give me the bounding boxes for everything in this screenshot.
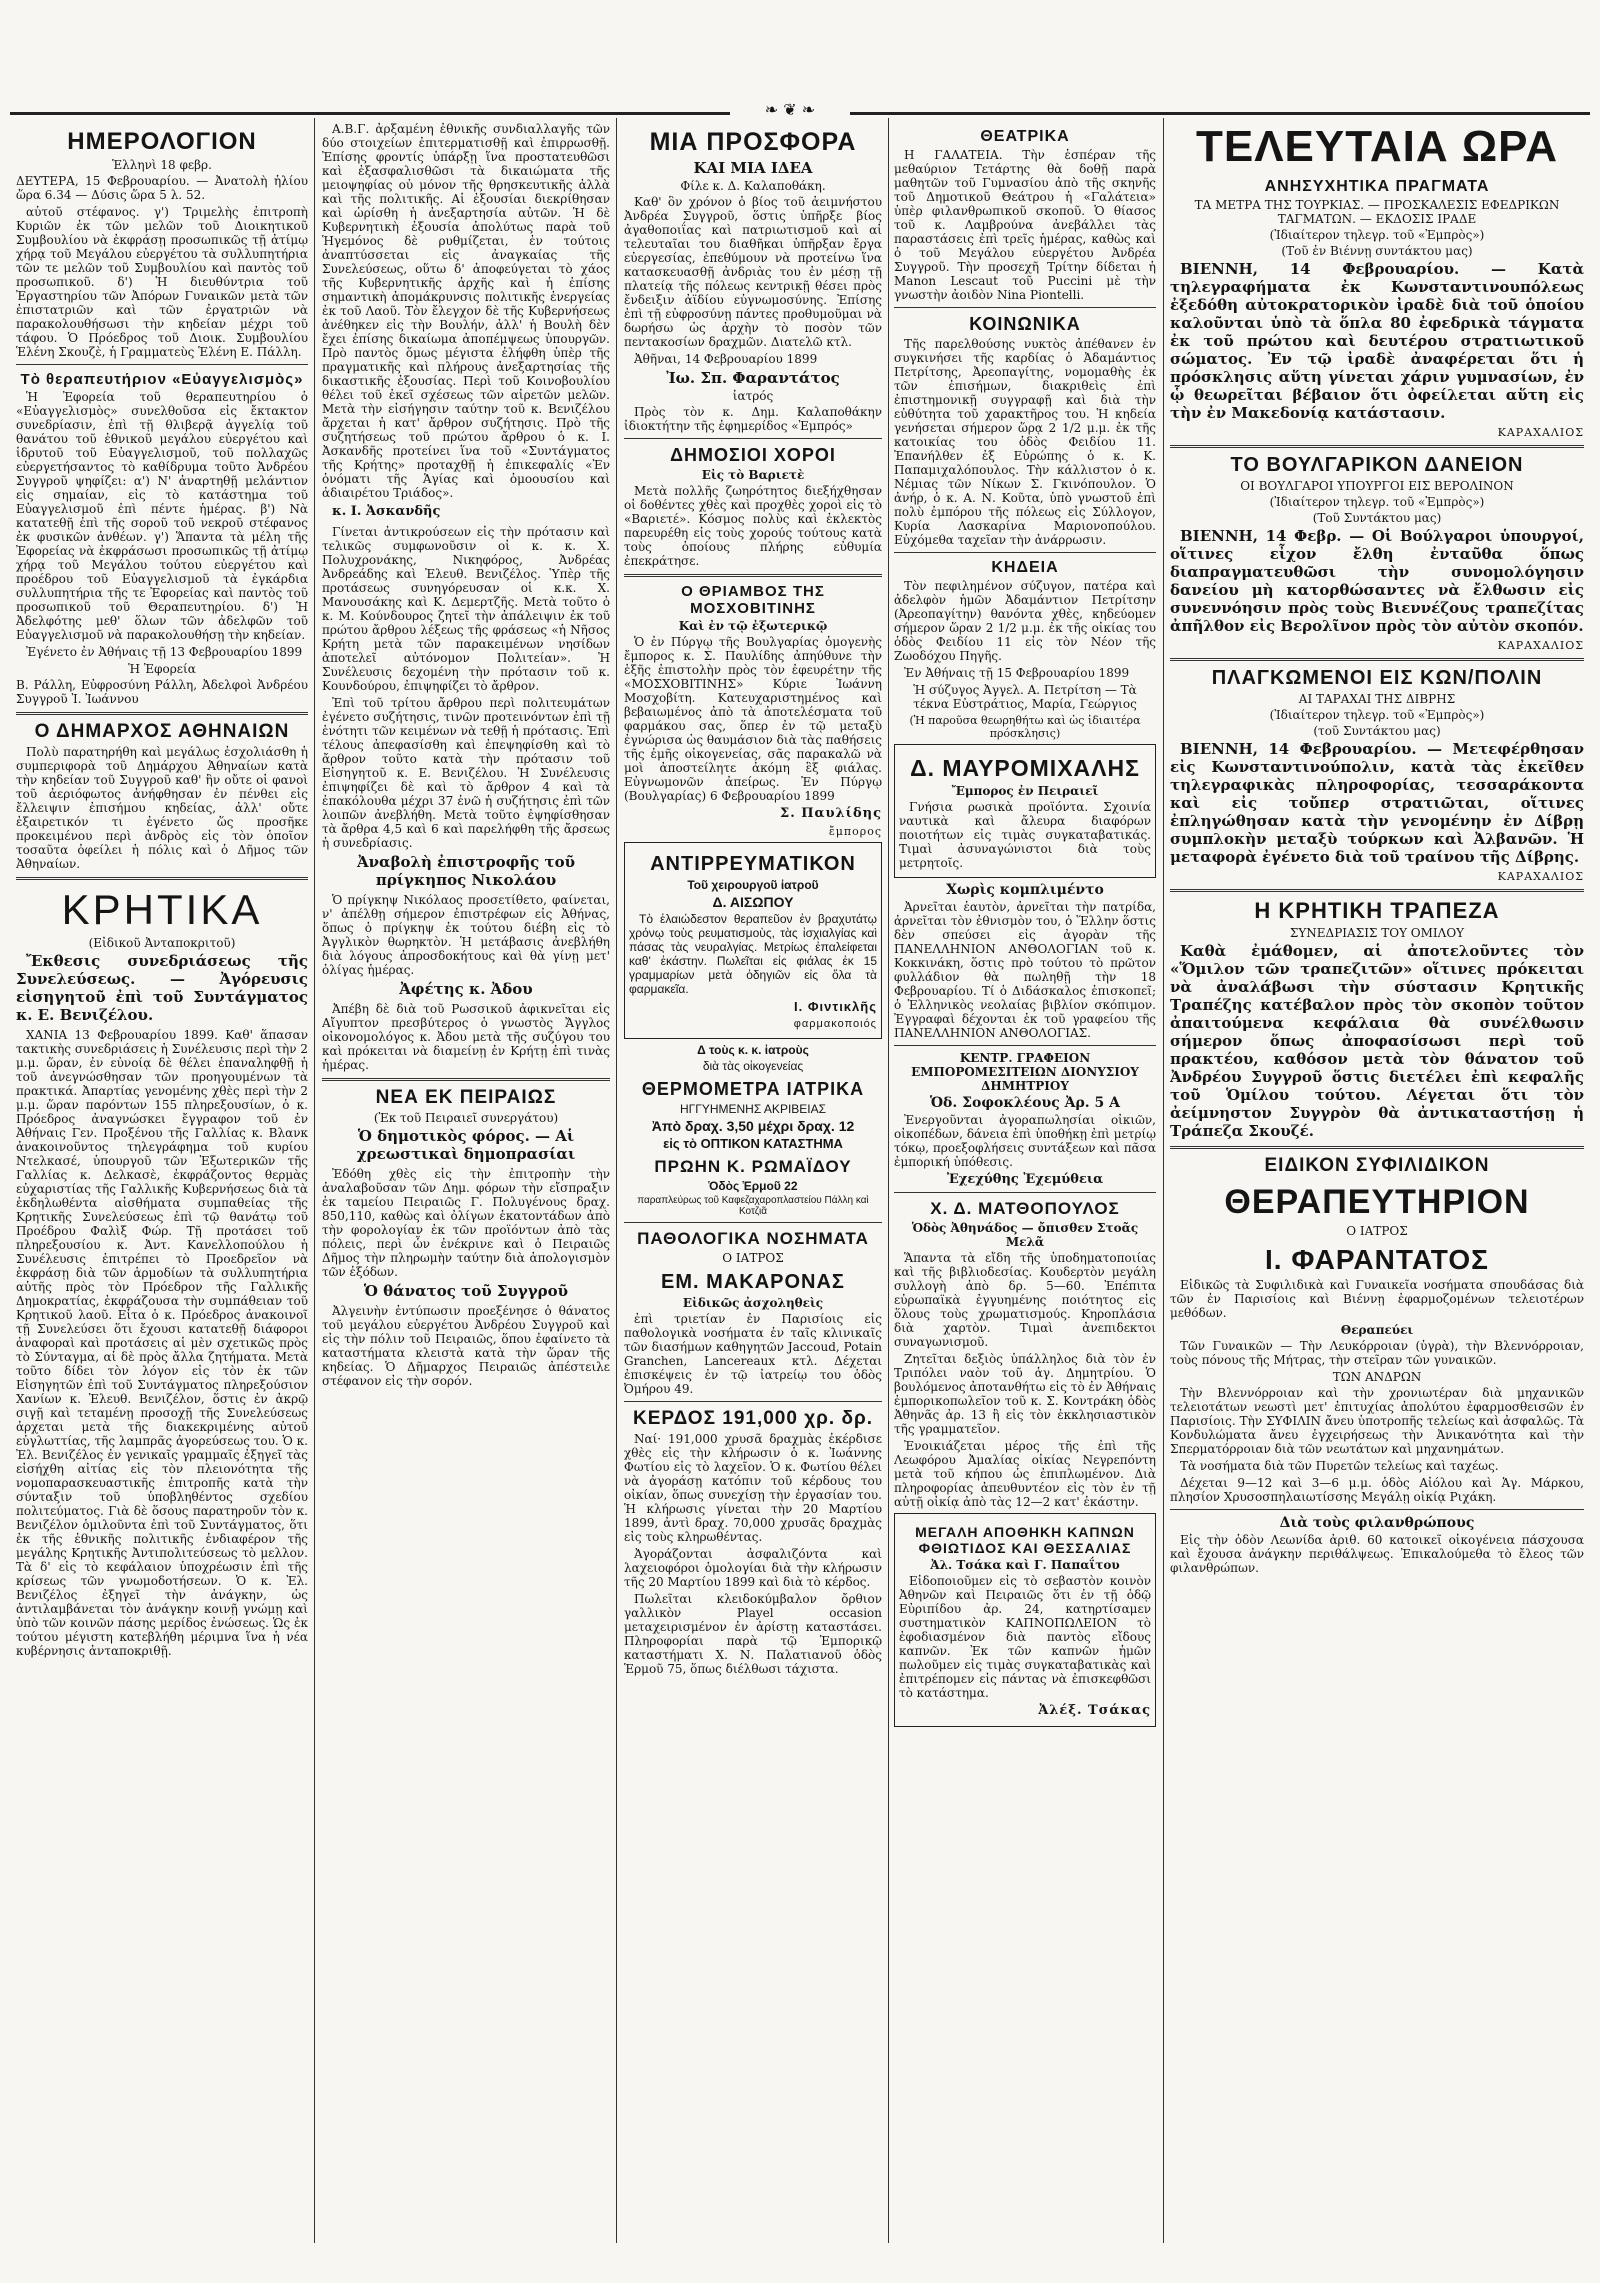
ad-title: ΜΕΓΑΛΗ ΑΠΟΘΗΚΗ ΚΑΠΝΩΝ ΦΘΙΩΤΙΔΟΣ ΚΑΙ ΘΕΣΣΑΛΙΑΣ: [915, 1524, 1135, 1556]
ad-line: Δ τοὺς κ. κ. ἰατροὺς: [697, 1043, 809, 1057]
ad-text: Τὸ ἐλαιώδεστον θεραπεῦον ἐν βραχυτάτῳ χρόνῳ τοὺς ρευματισμοὺς, τὰς ἰσχιαλγίας καὶ πάσας τὰς νευραλγίας. Μετρίως ἐπαλείφεται καθ' ἑκάστην. Πωλεῖται εἰς φιάλας ἐκ 15 γραμμαρίων μετὰ ὁδηγιῶν εἰς ὅλα τὰ φαρμακεῖα.: [629, 912, 877, 996]
ad-subtitle: ΤΩΝ ΑΝΔΡΩΝ: [1332, 1370, 1422, 1384]
ad-title: Χωρὶς κομπλιμέντο: [946, 882, 1104, 898]
article-source: (Ἰδιαίτερον τηλεγρ. τοῦ «Ἐμπρὸς»): [1269, 495, 1485, 509]
ad-text: Ὁ ἐν Πύργῳ τῆς Βουλγαρίας ὁμογενὴς ἔμπορος κ. Σ. Παυλίδης ἀπηύθυνε τὴν ἑξῆς ἐπιστολὴν πρὸς τὸν ἐφευρέτην τῆς «ΜΟΣΧΟΒΙΤΙΝΗΣ» Κύριε Ἰωάννη Μοσχοβίτη. Κατευχαριστημένος καὶ βεβαιωμένος ἀπὸ τὰ ἀποτελέσματα τοῦ φαρμάκου σας, ὅπερ ἐν τῷ μεταξὺ ἐγνώρισα ὡς θαυμάσιον διὰ τὰς παθήσεις τῆς ἐμῆς οἰκογενείας, σᾶς παρακαλῶ νὰ μοὶ ἀποστείλητε ἀκόμη ἓξ φιάλας. Εὐγνωμονῶν ἀπείρως. Ἐν Πύργῳ (Βουλγαρίας) 6 Φεβρουαρίου 1899: [624, 635, 882, 803]
article-title: ΤΟ ΒΟΥΛΓΑΡΙΚΟΝ ΔΑΝΕΙΟΝ: [1230, 454, 1524, 476]
article-title: Ὁ θάνατος τοῦ Συγγροῦ: [363, 1282, 569, 1300]
ad-subtitle: Εἰδικῶς ἀσχοληθεὶς: [682, 1296, 824, 1310]
article-source: (Τοῦ Συντάκτου μας): [1312, 511, 1442, 525]
article-text: ΧΑΝΙΑ 13 Φεβρουαρίου 1899. Καθ' ἅπασαν τακτικὴς συνεδριάσεις ἡ Συνέλευσις περὶ τὴν 2 μ.μ. ὥραν, ἐν εὐνοίᾳ δὲ θέλει ἐπαναληφθῇ ἡ τοῦ ἀνεγνώσθησαν τῶν προηγουμένων τὰ πρακτικά. Ἀπαρτίας γενομένης χθὲς περὶ τὴν 2 μ.μ. ὥραν παρόντων 155 πληρεξουσίων, ὁ κ. Πρόεδρος ἀναγνώσκει ἔγγραφον τοῦ ἐν Ἀθήναις Γεν. Προξένου τῆς Γαλλίας κ. Βλανκ ἀνακοινοῦντος τηλεγράφημα τοῦ κυρίου Ντελκασέ, ὑπουργοῦ τῶν Ἐξωτερικῶν τῆς Γαλλίας κ. Δελκασὲ, ἐκφράζοντος θερμὰς εὐχαριστίας τῆς Γαλλικῆς Κυβερνήσεως διὰ τὰ ἐκδηλωθέντα αἰσθήματα συμπαθείας τῆς Κρητικῆς Συνελεύσεως ἐπὶ τῷ θανάτῳ τοῦ Προέδρου Φαλὶξ Φώρ. Τῇ προτάσει τοῦ πληρεξουσίου κ. Ἀντ. Κανελλοπούλου ἡ Συνέλευσις ἐπιτρέπει τὸ Προεδρεῖον νὰ ἐκφράσῃ διὰ τῶν ἁρμοδίων τὰ συλλυπητήρια αὐτῆς πρὸς τὸν Πρόεδρον τῆς Γαλλικῆς Δημοκρατίας, ἐκφράζουσα τὴν συμπάθειαν τοῦ Κρητικοῦ λαοῦ. Εἶτα ὁ κ. Πρόεδρος ἀνακοινοῖ τῇ Συνελεύσει ὅτι ἔχουσι κατατεθῇ διάφοροι ἀναφοραὶ καὶ προτάσεις αἱ μὲν σχετικῶς πρὸς τὸ Σύνταγμα, αἱ δὲ πρὸς ἄλλα ζητήματα. Μετὰ τοῦτο δίδει τὸν λόγον εἰς τὸν ἐκ τῶν Εἰσηγητῶν ἐπὶ τοῦ Συντάγματος πληρεξούσιον Χανίων κ. Ἐλευθ. Βενιζέλον, ὅστις ἐν ἀκρῷ σιγῇ καὶ τεταμένῃ προσοχῇ τῆς Συνελεύσεως ἀρχεται μετὰ τῆς διακεκριμένης αὐτοῦ εὐγλωττίας, τῆς λαμπρᾶς ἀγορεύσεως του. Ὁ κ. Ἐλ. Βενιζέλος ἐν γενικαῖς γραμμαῖς ἐξηγεῖ τὰς εἰσήχθη αἰτίας εἰς τὸν πλειονότητα τῆς νομοπαρασκευαστικῆς ἐπιτροπῆς κατὰ τὴν σύνταξιν τοῦ ὑποβληθέντος σχεδίου πολιτεύματος. Γιὰ δὲ ὅσους παρατηροῦν τὸν κ. Βενιζέλον ὁμιλοῦντα ἐπὶ τοῦ Συντάγματος, ὅτι ἐκ τῆς ἐθνικῆς πολιτικῆς ἐνδιαφέρον τῆς μεγάλης Κρητικῆς Ἀντιπολιτεύσεως τὸ μελλον. Τὰ δ' εἰς τὸ κεφάλαιον ὑποχρέωσιν ἐπὶ τῆς κρίσεως τῶν γνωμοδοτήσεων. Ὁ κ. Ἐλ. Βενιζέλος ἐξηγεῖ τὴν ἀνάγκην, ὡς ἀντιλαμβάνεται τὸν ἀνάγκην κοινῇ γνώμῃ καὶ ὑπὸ τῶν κοινῶν πάσης μερίδος ἐνώσεως. Ὡς ἐκ τούτου μέγιστη κατεβλήθη μέριμνα ἵνα ἡ νέα κυβέρνησις ἀνταποκριθῇ.: [16, 1028, 308, 1658]
ad-text: Ναί· 191,000 χρυσᾶ δραχμὰς ἐκέρδισε χθὲς εἰς τὴν κλήρωσιν ὁ κ. Ἰωάννης Φωτίου εἰς τὸ λαχεῖον. Ὁ κ. Φωτίου θέλει νὰ ἀγοράσῃ κατόπιν τοῦ κέρδους του οἰκίαν, ὅπως συνεχίσῃ τὴν ἐργασίαν του. Ἡ κλήρωσις γίνεται τὴν 20 Μαρτίου 1899, ἀντὶ δραχ. 70,000 χρυσᾶς δραχμὰς εἰς τοὺς κληρωθέντας.: [624, 1432, 882, 1544]
ad-role: Ο ΙΑΤΡΟΣ: [1346, 1224, 1408, 1238]
divider: [1170, 445, 1584, 448]
article-text: Ἡ Ἐφορεία τοῦ θεραπευτηρίου ὁ «Εὐαγγελισμὸς» συνελθοῦσα εἰς ἔκτακτον συνεδρίασιν, ἐπὶ τῇ θλιβερᾷ ἀγγελίᾳ τοῦ θανάτου τοῦ ἐθνικοῦ μεγάλου εὐεργέτου καὶ ἱδρυτοῦ τοῦ Εὐαγγελισμοῦ, τοῦ πολλαχῶς εὐεργετήσαντος τὸ καθίδρυμα τοῦτο Ἀνδρέου Συγγροῦ ψηφίζει: α') Ν' ἀναρτηθῇ μελάντιον εἰς σημαίαν, εἰς τὸ κατάστημα τοῦ Εὐαγγελισμοῦ ἐπὶ πέντε ἡμέρας. β') Νὰ κατατεθῇ ἐπὶ τῆς σοροῦ τοῦ νεκροῦ στέφανος ἐκ φυσικῶν ἀνθέων. γ') Ἅπαντα τὰ μέλη τῆς Ἐφορείας νὰ ἐκφράσωσι προσωπικῶς τῇ ἀτίμῳ χήρᾳ τοῦ Μεγάλου τούτου εὐεργέτου καὶ προέδρου τοῦ Εὐαγγελισμοῦ τὰ ἐγκάρδια συλλυπητήρια τῆς τε Ἐφορείας καὶ παντὸς τοῦ προσωπικοῦ τοῦ Θεραπευτηρίου. δ') Ἡ Ἀδελφότης μεθ' ὅλων τῶν ἀδελφῶν τοῦ Εὐαγγελισμοῦ νὰ παρακολουθήσῃ τὴν κηδείαν.: [16, 390, 308, 642]
ad-antirreumatikon: [624, 842, 882, 1039]
ad-title: ΠΑΘΟΛΟΓΙΚΑ ΝΟΣΗΜΑΤΑ: [637, 1229, 869, 1248]
article-text: Ἀπέβη δὲ διὰ τοῦ Ρωσσικοῦ ἀφικνεῖται εἰς Αἴγυπτον πρεσβύτερος ὁ γνωστὸς Ἄγγλος οἰκονομολόγος κ. Ἀδου μετὰ τῆς συζύγου του καὶ πρόκειται νὰ διαμείνῃ ἐν Κρήτῃ ἐπὶ τινὰς ἡμέρας.: [322, 1002, 610, 1072]
article-subtitle: ΚΑΙ ΜΙΑ ΙΔΕΑ: [693, 159, 813, 177]
calendar-text: αὐτοῦ στέφανος. γ') Τριμελὴς ἐπιτροπὴ Κυριῶν ἐκ τῶν μελῶν τοῦ Διοικητικοῦ Συμβουλίου νὰ ἐκφράσῃ προσωπικῶς τῇ ἀτίμῳ χήρᾳ τοῦ Μεγάλου εὐεργέτου τὰ συλλυπητήρια τῶν τε μελῶν τοῦ Συμβουλίου καὶ παντὸς τοῦ προσωπικοῦ. δ') Ἡ διευθύντρια τοῦ Ἐργαστηρίου τῶν Ἀπόρων Γυναικῶν μετὰ τῶν ἐπιστατριῶν καὶ τῶν ἐργατριῶν νὰ παρακολουθήσωσι τὴν κηδείαν μέχρι τοῦ τάφου. Ὁ Πρόεδρος τοῦ Διοικ. Συμβουλίου Ἑλένη Σκουζὲ, ἡ Γραμματεὺς Ἑλένη Ε. Πάλλη.: [16, 205, 308, 359]
ad-address: Ὁδ. Σοφοκλέους Ἀρ. 5 Α: [929, 1095, 1121, 1111]
ad-signature: Ι. Φιντικλῆς: [794, 999, 877, 1014]
ad-thermometra: [624, 1043, 882, 1217]
section-title: ΚΡΗΤΙΚΑ: [61, 886, 263, 933]
article-source: (τοῦ Συντάκτου μας): [1313, 724, 1441, 738]
ad-text: ἐπὶ τριετίαν ἐν Παρισίοις εἰς παθολογικὰ νοσήματα ἐν ταῖς κλινικαῖς τῶν διασήμων καθηγητῶν Jaccoud, Potain Granchen, Lancereaux κτλ. Δέχεται ἐπισκέψεις ἐν τῷ ἰατρείῳ του ὁδὸς Ὀμήρου 49.: [624, 1312, 882, 1396]
article-text: ΒΙΕΝΝΗ, 14 Φεβρ. — Οἱ Βούλγαροι ὑπουργοί, οἵτινες εἶχον ἔλθη ἐνταῦθα ὅπως διαπραγματευθῶσι τὴν συνομολόγησιν δανείου μὴ κατορθώσαντες νὰ ἔλθωσιν εἰς συνεννόησιν πρὸς τοὺς Βιεννέζους τραπεζίτας ἀπῆλθον εἰς Βερολῖνον πρὸς τὸν αὐτὸν σκοπόν.: [1170, 527, 1584, 635]
calendar-info: ΔΕΥΤΕΡΑ, 15 Φεβρουαρίου. — Ἀνατολὴ ἡλίου ὥρα 6.34 — Δύσις ὥρα 5 λ. 52.: [16, 174, 308, 202]
divider: [624, 1222, 882, 1223]
article-subtitle: ΤΑ ΜΕΤΡΑ ΤΗΣ ΤΟΥΡΚΙΑΣ. — ΠΡΟΣΚΑΛΕΣΙΣ ΕΦΕΔΡΙΚΩΝ ΤΑΓΜΑΤΩΝ. — ΕΚΔΟΣΙΣ ΙΡΑΔΕ: [1194, 198, 1560, 226]
divider: [624, 1401, 882, 1402]
column-divider: [888, 118, 889, 2243]
column-1: [16, 122, 308, 2253]
calendar-line: Ἑλληνὶ 18 φεβρ.: [112, 158, 212, 172]
ad-text: Ἀρνεῖται ἑαυτὸν, ἀρνεῖται τὴν πατρίδα, ἀρνεῖται τὸν ἐθνισμὸν του, ὁ Ἕλλην ὅστις δὲν σπεύσει εἰς ἀγορὰν τῆς ΠΑΝΕΛΛΗΝΙΟΝ ΑΝΘΟΛΟΓΙΑΝ τοῦ κ. Κοκκινάκη, ὅστις πρὸ τούτου τὸ πρῶτον φυλλάδιον θὰ πωληθῇ τὴν 18 Φεβρουαρίου. Τί ὁ Διδάσκαλος ἐπισκοπεῖ; ὁ Ἑλληνικὸς νεολαίας βιβλίον σκόπιμον. Ἐγγραφαὶ δέχονται ἐκ τοῦ γραφείου τῆς ΠΑΝΕΛΛΗΝΙΟΝ ΑΝΘΟΛΟΓΙΑΣ.: [894, 900, 1156, 1040]
article-title: Ἀναβολὴ ἐπιστροφῆς τοῦ πρίγκηπος Νικολάου: [356, 853, 576, 889]
ad-subtitle: Θεραπεύει: [1340, 1323, 1414, 1337]
ad-title: Χ. Δ. ΜΑΤΘΟΠΟΥΛΟΣ: [930, 1199, 1120, 1218]
ad-text: Τὰ νοσήματα διὰ τῶν Πυρετῶν τελείως καὶ ταχέως.: [1180, 1459, 1499, 1473]
divider: [624, 574, 882, 577]
ad-signature: Ἀλέξ. Τσάκας: [1038, 1703, 1151, 1718]
article-text: ΒΙΕΝΝΗ, 14 Φεβρουαρίου. — Μετεφέρθησαν εἰς Κωνσταντινούπολιν, κατὰ τὰς ἐκεῖθεν τηλεγραφικὰς πληροφορίας, τεσσαράκοντα καὶ εἰς τοὔπερ στρατιῶται, οἵτινες ἐπληγώθησαν κατὰ τὴν γενομένην ἐν Δίβρῃ συμπλοκὴν μεταξὺ τούρκων καὶ Ἀλβανῶν. Ἡ μεταφορὰ ἐγένετο διὰ τοῦ τραίνου τῆς Δίβρης.: [1170, 740, 1584, 866]
ad-subtitle: ΗΓΓΥΗΜΕΝΗΣ ΑΚΡΙΒΕΙΑΣ: [679, 1102, 827, 1116]
ad-mavromichalis: [894, 744, 1156, 878]
article-title: ΠΛΑΓΚΩΜΕΝΟΙ ΕΙΣ ΚΩΝ/ΠΟΛΙΝ: [1211, 667, 1543, 689]
ad-subtitle: Ἔμπορος ἐν Πειραιεῖ: [951, 784, 1099, 798]
section-subtitle: (Ἐκ τοῦ Πειραιεῖ συνεργάτου): [373, 1111, 559, 1125]
article-title: Ἀφέτης κ. Ἀδου: [399, 980, 533, 998]
section-title: ΝΕΑ ΕΚ ΠΕΙΡΑΙΩΣ: [375, 1087, 557, 1108]
article-text: Ἐπὶ τοῦ τρίτου ἄρθρου περὶ πολιτευμάτων ἐγένετο συζήτησις, τινῶν προτεινόντων ἐπὶ τῇ ἑνότητι τῶν κειμένων νὰ τεθῇ ἡ πρότασις. Ἐπὶ τέλους ἀπεφασίσθη καὶ ἐπεψηφίσθη καὶ τὸ ἄρθρον τοῦτο κατὰ τὴν πρότασιν τοῦ Εἰσηγητοῦ κ. Ε. Βενιζέλου. Ἡ Συνέλευσις ἐπιψηφίζει δὲ καὶ τὸ ἄρθρον 4 καὶ τὰ ἐπακόλουθα μέχρι 37 ἐνῶ ἡ συζήτησις ἐπὶ τῶν λοιπῶν ἀνεβλήθη. Μετὰ τοῦτο ἐψηφίσθησαν τὰ ἄρθρα 4,5 καὶ 6 καὶ παρελήφθη τῆς ἄρσεως ἡ συνεδρίασις.: [322, 696, 610, 850]
ad-title: Δ. ΜΑΥΡΟΜΙΧΑΛΗΣ: [910, 755, 1140, 781]
divider: [894, 307, 1156, 308]
article-signature: Ἰω. Σπ. Φαραντάτος: [666, 369, 840, 387]
ad-shop: εἰς τὸ ΟΠΤΙΚΟΝ ΚΑΤΑΣΤΗΜΑ: [663, 1136, 843, 1151]
ad-kapnon: [894, 1513, 1156, 1727]
ad-text: Πωλεῖται κλειδοκύμβαλον ὄρθιον γαλλικὸν Playel occasion μεταχειρισμένον ἐν ἀρίστῃ καταστάσει. Πληροφορίαι παρὰ τῷ Ἐμπορικῷ καταστήματι Χ. Ν. Παλατιανοῦ ὁδὸς Ἑρμοῦ 75, ὅπως διέλθωσι τάχιστα.: [624, 1592, 882, 1676]
article-title: Η ΚΡΗΤΙΚΗ ΤΡΑΠΕΖΑ: [1254, 898, 1500, 923]
ad-text: Εἰδοποιοῦμεν εἰς τὸ σεβαστὸν κοινὸν Ἀθηνῶν καὶ Πειραιῶς ὅτι ἐν τῇ ὁδῷ Εὐριπίδου ἀρ. 24, κατηρτίσαμεν συστηματικὸν ΚΑΠΝΟΠΩΛΕΙΟΝ τὸ ἐφοδιασμένον διὰ παντὸς εἴδους καπνῶν. Ἐκ τῶν καπνῶν ἡμῶν πωλοῦμεν εἰς τιμὰς συγκαταβατικὰς καὶ ἐπιτρέπομεν εἰς πάντας νὰ ἐπισκεφθῶσι τὸ κατάστημα.: [899, 1574, 1151, 1700]
article-text: Καθὰ ἐμάθομεν, αἱ ἀποτελοῦντες τὸν «Ὅμιλον τῶν τραπεζιτῶν» οἵτινες πρόκειται νὰ ἀναλάβωσι τὴν σύστασιν Κρητικῆς Τραπέζης κατέβαλον πρὸς τὸν σκοπὸν τοῦτον ἀπαιτούμενα κεφάλαια θὰ συνέλθωσιν σήμερον ὅπως ἀποφασίσωσι περὶ τοῦ πρακτέου, καθόσον μετὰ τὸν θάνατον τοῦ Ἀνδρέου Συγγροῦ ὅστις διετέλει ἐπὶ κεφαλῆς τοῦ Ὁμίλου τούτου. Λέγεται ὅτι τὸν ἀείμνηστον Συγγρὸν θὰ ἀντικαταστήσῃ ἡ Τράπεζα Σκουζέ.: [1170, 942, 1584, 1140]
divider: [624, 438, 882, 439]
ad-signature: Σ. Παυλίδης: [780, 806, 882, 821]
divider: [16, 712, 308, 715]
divider: [1170, 1509, 1584, 1510]
ad-signature-role: φαρμακοποιός: [793, 1018, 877, 1030]
notice-title: ΚΗΔΕΙΑ: [991, 559, 1059, 576]
article-title: ΔΗΜΟΣΙΟΙ ΧΟΡΟΙ: [670, 445, 836, 465]
section-title: ΚΟΙΝΩΝΙΚΑ: [969, 314, 1081, 334]
calendar-title: ΗΜΕΡΟΛΟΓΙΟΝ: [67, 128, 257, 155]
article-salutation: Φίλε κ. Δ. Καλαποθάκη.: [680, 179, 826, 193]
column-divider: [1163, 118, 1164, 2243]
article-text: Καθ' ὃν χρόνον ὁ βίος τοῦ ἀειμνήστου Ἀνδρέα Συγγροῦ, ὅστις ὑπῆρξε βίος ἀγαθοποιΐας καὶ πατριωτισμοῦ καὶ αἱ τελευταῖαι του διαθῆκαι ὑπῆρξαν ἔργα εὐεργεσίας, ἐπεθύμουν νὰ προτείνω ἵνα κατασκευασθῇ ἀνδριὰς του ἐν μέσῃ τῇ πλατείᾳ τῆς πόλεως κεντρικῇ θέσει πρὸς ἔνδειξιν ἀϊδίου εὐγνωμοσύνης. Ἐπίσης ἐπὶ τῇ εὐφροσύνῃ πάντες προθυμοῦμαι νὰ δωρήσω ὡς ἀρχὴν τὸ ποσὸν τῶν πεντακοσίων δραχμῶν. Διατελῶ κτλ.: [624, 195, 882, 349]
article-date: Ἀθῆναι, 14 Φεβρουαρίου 1899: [634, 352, 818, 366]
article-signature: Ἡ Ἐφορεία: [128, 662, 196, 676]
ad-text: Ἅπαντα τὰ εἴδη τῆς ὑποδηματοποιίας καὶ τῆς βιβλιοδεσίας. Κουδερτὸν μεγάλη συλλογὴ ἀπὸ δρ. 5—60. Ἐπέπιτα εὐρωπαϊκὰ ἐγγυημένης ποιότητος εἰς ὅλους τοὺς χρωματισμούς. Κηροπλάσια διὰ χαρτὸν. Τιμαὶ ἀνεπιδεκτοι συναγωνισμοῦ.: [894, 1251, 1156, 1349]
article-subtitle: Εἰς τὸ Βαριετὲ: [701, 468, 805, 482]
ad-hours: Δέχεται 9—12 καὶ 3—6 μ.μ. ὁδὸς Αἰόλου καὶ Ἁγ. Μάρκου, πλησίον Χρυσοσπηλαιωτίσσης Μεγάλῃ οἰκίᾳ Ριχάκη.: [1170, 1476, 1584, 1504]
article-lead: Ἔκθεσις συνεδριάσεως τῆς Συνελεύσεως. — Ἀγόρευσις εἰσηγητοῦ ἐπὶ τοῦ Συντάγματος κ. Ε. Βενιζέλου.: [16, 952, 308, 1024]
article-text: Μετὰ πολλῆς ζωηρότητος διεξήχθησαν οἱ δοθέντες χθὲς καὶ προχθὲς χοροὶ εἰς τὸ «Βαριετέ». Κόσμος πολὺς καὶ ἐκλεκτὸς παρευρέθη εἰς τοὺς χορούς τούτους κατὰ τοὺς ὁποίους πλήρης εὐθυμία ἐπεκράτησε.: [624, 484, 882, 568]
ad-address: Ὁδὸς Ἀθηνάδος — ὄπισθεν Στοᾶς Μελᾶ: [911, 1221, 1139, 1249]
column-4: [894, 122, 1156, 2253]
page-title: ΤΕΛΕΥΤΑΙΑ ΩΡΑ: [1195, 122, 1558, 171]
header-ornament: ❧ ❦ ❧: [730, 100, 850, 122]
ad-title: ΚΕΝΤΡ. ΓΡΑΦΕΙΟΝ ΕΜΠΟΡΟΜΕΣΙΤΕΙΩΝ ΔΙΟΝΥΣΙΟΥ ΔΗΜΗΤΡΙΟΥ: [911, 1051, 1139, 1093]
divider: [894, 552, 1156, 553]
ad-price: Ἀπὸ δραχ. 3,50 μέχρι δραχ. 12: [651, 1118, 855, 1134]
highlight-name: κ. Ι. Ἀσκανδῆς: [332, 504, 441, 519]
ad-subtitle: Τοῦ χειρουργοῦ ἰατροῦ: [687, 878, 819, 892]
ad-text: Ζητεῖται δεξιὸς ὑπάλληλος διὰ τὸν ἐν Τριπόλει ναὸν τοῦ ἁγ. Δημητρίου. Ὁ βουλόμενος ἀποτανθήτω εἰς τὸ ἐν Ἀθήναις ἐμπορικοπωλεῖον τοῦ κ. Σ. Κοντράκη ὁδὸς Ἀθηνᾶς ἀρ. 13 ἢ εἰς τὸν ἐκκλησιαστικὸν τῆς γραμματεῖον.: [894, 1352, 1156, 1436]
column-3: [624, 122, 882, 2253]
article-source: (Ἰδιαίτερον τηλεγρ. τοῦ «Ἐμπρὸς»): [1269, 228, 1485, 242]
notice-date: Ἐν Ἀθήναις τῇ 15 Φεβρουαρίου 1899: [904, 666, 1130, 680]
article-title: Ο ΔΗΜΑΡΧΟΣ ΑΘΗΝΑΙΩΝ: [34, 721, 290, 742]
section-title: ΘΕΑΤΡΙΚΑ: [980, 128, 1070, 145]
column-divider: [616, 118, 617, 2243]
ad-text: Ἐνεργοῦνται ἀγοραπωλησίαι οἰκιῶν, οἰκοπέδων, δάνεια ἐπὶ ὑποθήκῃ ἐπὶ μετρίῳ τόκῳ, προεξοφλήσεις συντάξεων καὶ πᾶσα ἐμπορική ὑπόθεσις.: [894, 1113, 1156, 1169]
section-subtitle: (Εἰδικοῦ Ἀνταποκριτοῦ): [88, 936, 236, 950]
article-text: Ἀλγεινὴν ἐντύπωσιν προεξένησε ὁ θάνατος τοῦ μεγάλου εὐεργέτου Ἀνδρέου Συγγροῦ καὶ εἰς τὴν πόλιν τοῦ Πειραιῶς, ὅπου ἐφαίνετο τὰ καταστήματα κλειστὰ κατὰ τὴν ὥραν τῆς κηδείας. Ὁ Δῆμαρχος Πειραιῶς ἀπέστειλε στέφανον εἰς τὴν σορόν.: [322, 1304, 610, 1388]
article-text: Τῆς παρελθούσης νυκτὸς ἀπέθανεν ἐν συγκινήσει τῆς καρδίας ὁ Ἀδαμάντιος Πετρίτσης, Ἀρεοπαγίτης, νομομαθὴς ἐκ τῶν ἐπισήμων, διακριθεὶς ἐπὶ ἐπιστημονικῇ συγγραφῇ καὶ διὰ τὴν εὐθύτητα τοῦ χαρακτῆρος του. Ἡ κηδεία γενήσεται σήμερον ὥρᾳ 2 1/2 μ.μ. ἐκ τῆς κατοικίας του ὁδὸς Φειδίου 11. Ἐπανήλθεν ἐξ Εὐρώπης ὁ κ. Κ. Παπαμιχαλόπουλος. Τὴν κάλλιστον ὁ κ. Νέμιας τῶν Νίκων Σ. Γκινόπουλον. Ὁ ἀνήρ, ὁ κ. Α. Ν. Κοῦτα, ὑπὸ γνωστοῦ ἐπὶ πολὺ ἐμπόρου τῆς πόλεως εἰς Σύλλογον, Κυρία Λασκαρίνα Μαριονοπούλου. Εὐχόμεθα ταχεῖαν τὴν ἀνάρρωσιν.: [894, 337, 1156, 547]
divider: [1170, 1146, 1584, 1149]
divider: [16, 877, 308, 880]
article-signature: ΚΑΡΑΧΑΛΙΟΣ: [1497, 870, 1584, 883]
article-signature: ΚΑΡΑΧΑΛΙΟΣ: [1497, 639, 1584, 652]
divider: [16, 364, 308, 365]
ad-tagline: Ἐχεχύθης Ἐχεμύθεια: [946, 1172, 1104, 1187]
ad-address: Ὁδὸς Ἑρμοῦ 22: [708, 1179, 798, 1193]
ad-text: Ἀγοράζονται ἀσφαλιζόντα καὶ λαχειοφόροι ὁμολογίαι διὰ τὴν κλήρωσιν τῆς 20 Μαρτίου 1899 καὶ διὰ τὸ κέρδος.: [624, 1547, 882, 1589]
ad-shop-name: ΠΡΩΗΝ Κ. ΡΩΜΑΪΔΟΥ: [654, 1157, 852, 1176]
article-source: (Ἰδιαίτερον τηλεγρ. τοῦ «Ἐμπρὸς»): [1269, 708, 1485, 722]
article-title: Τὸ θεραπευτήριον «Εὐαγγελισμὸς»: [20, 371, 304, 388]
ad-title: ΘΕΡΑΠΕΥΤΗΡΙΟΝ: [1224, 1183, 1530, 1221]
ad-text: Τῶν Γυναικῶν — Τὴν Λευκόρροιαν (ὑγρὰ), τὴν Βλεννόρροιαν, τοὺς πόνους τῆς Μήτρας, τὴν στεῖραν τῶν γυναικῶν.: [1170, 1339, 1584, 1367]
ad-text: Τὴν Βλεννόρροιαν καὶ τὴν χρονιωτέραν διὰ μηχανικῶν τελειοτάτων νεωστὶ μετ' ἐπιτυχίας ἀπολύτου ἐφαρμοσθεισῶν ἐν Παρισίοις. Τὴν ΣΥΦΙΛΙΝ ἄνευ ὑποτροπῆς τελείως καὶ ἀσφαλῶς. Τὰ Κονδυλώματα ἄνευ ἐγχειρήσεως τὴν Ἀνικανότητα καὶ τὴν Σπερματόρροιαν διὰ τῶν νεωτάτων καὶ μηχανημάτων.: [1170, 1386, 1584, 1456]
ad-title: Ο ΘΡΙΑΜΒΟΣ ΤΗΣ ΜΟΣΧΟΒΙΤΙΝΗΣ: [681, 583, 825, 617]
ad-note: παραπλεύρως τοῦ Καφεζαχαροπλαστείου Πάλλη καὶ Κοτζιᾶ: [637, 1195, 869, 1217]
article-signature: Β. Ράλλη, Εὐφροσύνη Ράλλη, Ἀδελφοὶ Ἀνδρέου Συγγροῦ Ἰ. Ἰωάννου: [16, 678, 308, 706]
article-text: Πρὸς τὸν κ. Δημ. Καλαποθάκην ἰδιοκτήτην τῆς ἐφημερίδος «Ἐμπρός»: [624, 405, 882, 433]
ad-doctor: Ι. ΦΑΡΑΝΤΑΤΟΣ: [1265, 1244, 1489, 1275]
article-text: Ἐδόθη χθὲς εἰς τὴν ἐπιτροπὴν τὴν ἀναλαβοῦσαν τῶν Δημ. φόρων τὴν εἴσπραξιν ἐκ ταμείου Πειραιῶς Γ. Πολυγένους δραχ. 850,110, καθὼς καὶ ὀλίγων ἑκατοντάδων ἀπὸ τὴν φορολογίαν ἐκ τῶν προϊόντων ἀπὸ τὰς πόλεις, περὶ ὧν ἐνέκρινε καὶ ὁ Πειραιῶς Δῆμος τὴν πληρωμὴν ταύτην διὰ ἀπολογισμὸν τῶν ἐξόδων.: [322, 1167, 610, 1279]
divider: [1170, 889, 1584, 892]
ad-signature-role: ἔμπορος: [828, 825, 882, 838]
ad-title: ΕΙΔΙΚΟΝ ΣΥΦΙΛΙΔΙΚΟΝ: [1264, 1155, 1490, 1176]
article-subtitle: ΟΙ ΒΟΥΛΓΑΡΟΙ ΥΠΟΥΡΓΟΙ ΕΙΣ ΒΕΡΟΛΙΝΟΝ: [1240, 479, 1514, 493]
article-subtitle: ΑΙ ΤΑΡΑΧΑΙ ΤΗΣ ΔΙΒΡΗΣ: [1298, 692, 1456, 706]
notice-signature: Ἡ σύζυγος Ἀγγελ. Α. Πετρίτση — Τὰ τέκνα Εὐστράτιος, Μαρία, Γεώργιος: [913, 683, 1137, 711]
divider: [322, 1078, 610, 1081]
ad-subtitle: Ἀλ. Τσάκα καὶ Γ. Παπαΐτου: [930, 1558, 1120, 1572]
article-text: Ὁ πρίγκηψ Νικόλαος προσετίθετο, φαίνεται, ν' ἀπέλθῃ σήμερον ἐπιστρέφων εἰς Ἀθήνας, ὅπως ὁ πρίγκηψ ἐκ τούτου διέβη εἰς τὸ Ἀγγλικὸν θωρηκτὸν. Ἡ μετάβασις ἀνεβλήθη διὰ λόγους ἀπροσδοκήτους καὶ θὰ γίνῃ μετ' ὀλίγας ἡμέρας.: [322, 893, 610, 977]
ad-title: ΚΕΡΔΟΣ 191,000 χρ. δρ.: [632, 1408, 874, 1429]
column-divider: [314, 118, 315, 2243]
article-signature: ΚΑΡΑΧΑΛΙΟΣ: [1497, 426, 1584, 439]
notice-text: Τὸν πεφιλημένον σύζυγον, πατέρα καὶ ἀδελφὸν ἡμῶν Ἀδαμάντιον Πετρίτσην (Ἀρεοπαγίτην) θανόντα χθὲς, κηδεύομεν σήμερον ὥραν 2 1/2 μ.μ. ἐκ τῆς οἰκίας του ὁδὸς Φειδίου 11 εἰς τὸν Νέον τῆς Ζωοδόχου Πηγῆς.: [894, 579, 1156, 663]
ad-text: Γνήσια ρωσικὰ προϊόντα. Σχοινία ναυτικὰ καὶ ἄλευρα διαφόρων ποιοτήτων εἰς τιμὰς συγκαταβατικάς. Τιμαὶ ἀσυναγώνιστοι διὰ τοὺς μετρητοῖς.: [899, 800, 1151, 870]
article-date: Ἐγένετο ἐν Ἀθήναις τῇ 13 Φεβρουαρίου 1899: [26, 645, 303, 659]
ad-role: Ο ΙΑΤΡΟΣ: [722, 1251, 784, 1265]
article-text: ΒΙΕΝΝΗ, 14 Φεβρουαρίου. — Κατὰ τηλεγραφήματα ἐκ Κωνσταντινουπόλεως ἐξεδόθη αὐτοκρατορικὸν ἰραδὲ διὰ τοῦ ὁποίου καλοῦνται ὑπὸ τὰ ὅπλα 80 ἐφεδρικὰ τάγματα ἐκ τοῦ πρώτου καὶ δευτέρου στρατιωτικοῦ σώματος. Ἐν τῷ ἰραδὲ ἀναφέρεται ὅτι ἡ πρόσκλησις αὕτη γίνεται χάριν γυμνασίων, ἐν ᾧ θεωρεῖται βέβαιον ὅτι ὀφείλεται αὕτη εἰς τὴν ἐν Μακεδονίᾳ κατάστασιν.: [1170, 260, 1584, 422]
article-text: Γίνεται ἀντικρούσεων εἰς τὴν πρότασιν καὶ τελικῶς συμφωνοῦσιν οἱ κ. κ. Χ. Πολυχρονάκης, Νικηφόρος, Ἀνδρέας Ἀνδρεάδης καὶ Ἐλευθ. Βενιζέλος. Ὑπὲρ τῆς προτάσεως συνηγόρευσαν οἱ κ.κ. Χ. Μανουσάκης καὶ Κ. Δεμερτζῆς. Μετὰ τοῦτο ὁ κ. Μ. Κούνδουρος ζητεῖ τὴν ἀπάλειψιν ἐκ τοῦ πρώτου ἄρθρου λέξεως τῆς φράσεως «ἡ Νῆσος Κρήτη μετὰ τῶν παρακειμένων νησίδων ἀποτελεῖ αὐτόνομον Πολιτείαν». Ἡ Συνέλευσις δεχομένη τὴν πρότασιν τοῦ κ. Κουνδούρου, ἐπιψηφίζει τὸ ἄρθρον.: [322, 525, 610, 693]
divider: [1170, 658, 1584, 661]
article-subtitle: ΣΥΝΕΔΡΙΑΣΙΣ ΤΟΥ ΟΜΙΛΟΥ: [1289, 926, 1465, 940]
article-title: Ὁ δημοτικὸς φόρος. — Αἱ χρεωστικαὶ δημοπρασίαι: [356, 1127, 576, 1163]
article-title: ΑΝΗΣΥΧΗΤΙΚΑ ΠΡΑΓΜΑΤΑ: [1264, 178, 1490, 195]
ad-doctor: ΕΜ. ΜΑΚΑΡΟΝΑΣ: [661, 1271, 845, 1293]
article-text: Πολὺ παρατηρήθη καὶ μεγάλως ἐσχολιάσθη ἡ συμπεριφορὰ τοῦ Δημάρχου Ἀθηναίων κατὰ τὴν κηδείαν τοῦ Συγγροῦ καθ' ἣν οὔτε οἱ φανοὶ τοῦ ἀεριόφωτος ἀνήφθησαν ἐν πένθει εἰς ἔλλειψιν ἐπισήμου κηδείας, ἀλλ' οὔτε ἐξαιρετικόν τι ἐγένετο ὥς προσῆκε προκειμένου περὶ ἀνδρὸς εἰς τὸν ὁποῖον τοσαῦτα ὀφείλει ἡ πόλις καὶ ὁ Δῆμος τῶν Ἀθηναίων.: [16, 745, 308, 871]
ad-title: ΘΕΡΜΟΜΕΤΡΑ ΙΑΤΡΙΚΑ: [641, 1079, 865, 1099]
ad-subtitle: Καὶ ἐν τῷ ἐξωτερικῷ: [678, 619, 828, 633]
ad-text: Εἰδικῶς τὰ Συφιλιδικὰ καὶ Γυναικεῖα νοσήματα σπουδάσας διὰ τῶν ἐν Παρισίοις καὶ Βιέννῃ ἐφαρμοζομένων τελειοτέρων μεθόδων.: [1170, 1278, 1584, 1320]
article-signature-role: ἰατρός: [732, 389, 774, 403]
ad-title: ΑΝΤΙΡΡΕΥΜΑΤΙΚΟΝ: [650, 853, 856, 875]
ad-line: διὰ τὰς οἰκογενείας: [702, 1059, 804, 1073]
article-source: (Τοῦ ἐν Βιέννῃ συντάκτου μας): [1281, 244, 1473, 258]
article-text: Εἰς τὴν ὁδὸν Λεωνίδα ἀριθ. 60 κατοικεῖ οἰκογένεια πάσχουσα καὶ ἔχουσα ἀνάγκην περιθάλψεως. Ἐπικαλούμεθα τὸ ἔλεος τῶν φιλανθρώπων.: [1170, 1533, 1584, 1575]
divider: [894, 1045, 1156, 1046]
notice-note: (Ἡ παροῦσα θεωρηθήτω καὶ ὡς ἰδιαιτέρα πρόσκλησις): [909, 714, 1141, 740]
article-title: Διὰ τοὺς φιλανθρώπους: [1279, 1515, 1475, 1531]
article-title: ΜΙΑ ΠΡΟΣΦΟΡΑ: [649, 128, 857, 156]
article-text: Η ΓΑΛΑΤΕΙΑ. Τὴν ἑσπέραν τῆς μεθαύριον Τετάρτης θὰ δοθῇ παρὰ μαθητῶν τοῦ Γυμνασίου ἀπὸ τῆς σκηνῆς τοῦ Δημοτικοῦ Θεάτρου ἡ «Γαλάτεια» ὑπὲρ φιλανθρωπικοῦ σκοποῦ. Ὁ θίασος τοῦ κ. Λαμβρούνα ἀνεβάλλει τὰς παραστάσεις ἐπὶ τρεῖς ἡμέρας, καθὼς καὶ ὁ τοῦ Μεγάλου εὐεργέτου Ἀνδρέα Συγγροῦ. Τὴν προσεχῆ Τρίτην δίδεται ἡ Manon Lescaut τοῦ Puccini μὲ τὴν γνωστὴν ἀοιδὸν Nina Piontelli.: [894, 148, 1156, 302]
divider: [894, 1192, 1156, 1193]
column-5: [1170, 122, 1584, 2253]
article-text: Α.Β.Γ. ἀρξαμένη ἐθνικῆς συνδιαλλαγῆς τῶν δύο στοιχείων ἐπιτερματισθῇ καὶ ἐπιρρωσθῇ. Ἐπίσης φροντίς ὑπάρξῃ ἵνα προστατευθῶσι καὶ ἐξασφαλισθῶσι τὰ δικαιώματα τῆς μειοψηφίας οὐ μόνον τῆς θρησκευτικῆς ἀλλὰ καὶ τῆς πολιτικῆς. Αἱ ἐξουσίαι διεκρίθησαν καὶ ὡρίσθη ἡ ἀνεξαρτησία αὐτῶν. Ἡ δὲ Κυβερνητικὴ ἐξουσία ἀπολύτως παρὰ τοῦ Ἡγεμόνος δὲ ρυθμίζεται, ἐν τούτοις ἀναπτύσσεται εἰς ἀναγκαίας τῆς Συνελεύσεως, οὕτω δ' ἀποφεύγεται τὸ χάος τῆς Κυβερνητικῆς ἀρχῆς καὶ ἡ ἐπίσης σημαντικὴ ἀπομάκρυνσις πολιτικῆς ἐνεργείας ἐκ τοῦ Λαοῦ. Τὸν ἔλεγχον δὲ τῆς Κυβερνήσεως ἀνέθηκεν εἰς τὴν Βουλήν, ἀλλ' ἡ Βουλὴ δὲν ἔχει ἐπίσης δικαίωμα ἀποπέμψεως ὑπουργῶν. Πρὸ παντὸς ὅμως μέγιστα ἐλήφθη ὑπὲρ τῆς πραγματικῆς καὶ πλήρους ἀνεξαρτησίας τῆς δικαστικῆς ἐξουσίας. Περὶ τοῦ Κοινοβουλίου θέλει τοῦ ἐκεῖ σχέσεως τῶν αἰρετῶν μελῶν. Μετὰ τὴν εἰσήγησιν ταύτην τοῦ κ. Βενιζέλου ἄρχεται ἡ κατ' ἄρθρον συζήτησις. Πρὸ τῆς συζητήσεως τοῦ πρώτου ἄρθρου ὁ κ. Ι. Ἀσκανδῆς προτείνει ἵνα τοῦ «Συντάγματος τῆς Κρήτης» προταχθῇ ἡ ἐπικεφαλίς «Ἐν ὀνόματι τῆς Ἁγίας καὶ ὁμοουσίου καὶ ἀδιαιρέτου Τριάδος».: [322, 122, 610, 500]
ad-text: Ἐνοικιάζεται μέρος τῆς ἐπὶ τῆς Λεωφόρου Ἀμαλίας οἰκίας Νεγρεπόντη μετὰ τοῦ κήπου ὡς ἐπιπλωμένον. Διὰ πληροφορίας ἀπευθυντέον εἰς τὸν ἐν τῇ αὐτῇ οἰκίᾳ ἀπὸ τὰς 12—2 κατ' ἐκάστην.: [894, 1439, 1156, 1509]
column-2: [322, 122, 610, 2253]
ad-doctor: Δ. ΑΙΣΩΠΟΥ: [712, 894, 794, 910]
